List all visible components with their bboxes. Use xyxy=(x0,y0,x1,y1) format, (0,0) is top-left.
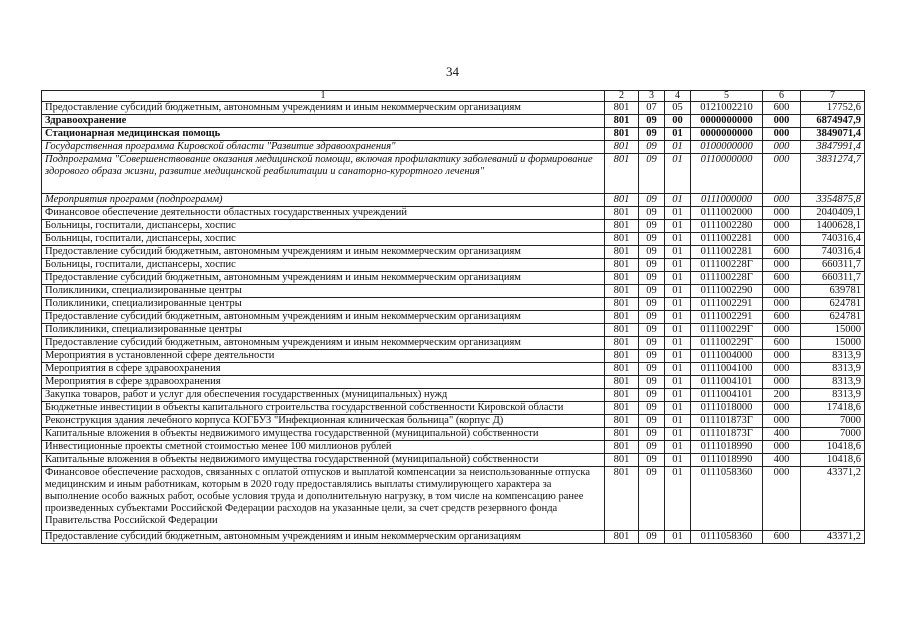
cell-subsection-code: 01 xyxy=(665,298,691,311)
cell-name: Предоставление субсидий бюджетным, автономным учреждениям и иным некоммерческим организациям xyxy=(42,272,605,285)
cell-amount: 6874947,9 xyxy=(801,115,865,128)
cell-ministry-code: 801 xyxy=(605,376,639,389)
cell-section-code: 09 xyxy=(639,363,665,376)
cell-subsection-code: 01 xyxy=(665,311,691,324)
table-row xyxy=(42,441,865,454)
table-row xyxy=(42,337,865,350)
cell-expense-type: 000 xyxy=(763,128,801,141)
column-header: 6 xyxy=(763,91,801,102)
cell-amount: 740316,4 xyxy=(801,233,865,246)
cell-section-code: 09 xyxy=(639,272,665,285)
cell-section-code: 09 xyxy=(639,402,665,415)
cell-name: Поликлиники, специализированные центры xyxy=(42,324,605,337)
cell-ministry-code: 801 xyxy=(605,337,639,350)
cell-ministry-code: 801 xyxy=(605,363,639,376)
cell-expense-type: 000 xyxy=(763,402,801,415)
cell-amount: 17418,6 xyxy=(801,402,865,415)
cell-name: Предоставление субсидий бюджетным, автономным учреждениям и иным некоммерческим организациям xyxy=(42,531,605,544)
cell-amount: 740316,4 xyxy=(801,246,865,259)
cell-name: Больницы, госпитали, диспансеры, хоспис xyxy=(42,259,605,272)
cell-expense-type: 000 xyxy=(763,285,801,298)
cell-name: Здравоохранение xyxy=(42,115,605,128)
column-header: 1 xyxy=(42,91,605,102)
table-row xyxy=(42,363,865,376)
cell-ministry-code: 801 xyxy=(605,428,639,441)
cell-ministry-code: 801 xyxy=(605,272,639,285)
cell-amount: 10418,6 xyxy=(801,454,865,467)
cell-subsection-code: 01 xyxy=(665,454,691,467)
cell-expense-type: 600 xyxy=(763,246,801,259)
cell-expense-type: 000 xyxy=(763,207,801,220)
cell-subsection-code: 01 xyxy=(665,194,691,207)
column-header: 7 xyxy=(801,91,865,102)
cell-amount: 3847991,4 xyxy=(801,141,865,154)
cell-section-code: 07 xyxy=(639,102,665,115)
cell-expense-type: 000 xyxy=(763,141,801,154)
cell-name: Финансовое обеспечение расходов, связанных с оплатой отпусков и выплатой компенсации за неиспользованные отпуска медицинским и иным работникам, которым в 2020 году предоставлялись выплаты стимулирующего характера за выполнение особо важных работ, особые условия труда и дополнительную нагрузку, в том числе на компенсацию ранее произведенных субъектами Российской Федерации расходов на указанные цели, за счет средств резервного фонда Правительства Российской Федерации xyxy=(42,467,605,531)
cell-subsection-code: 01 xyxy=(665,207,691,220)
cell-ministry-code: 801 xyxy=(605,324,639,337)
cell-expense-type: 600 xyxy=(763,337,801,350)
cell-target-code: 0111004101 xyxy=(691,389,763,402)
cell-name: Мероприятия в сфере здравоохранения xyxy=(42,376,605,389)
cell-subsection-code: 01 xyxy=(665,363,691,376)
cell-ministry-code: 801 xyxy=(605,402,639,415)
cell-expense-type: 000 xyxy=(763,154,801,194)
cell-name: Предоставление субсидий бюджетным, автономным учреждениям и иным некоммерческим организациям xyxy=(42,246,605,259)
cell-section-code: 09 xyxy=(639,141,665,154)
cell-amount: 660311,7 xyxy=(801,259,865,272)
cell-amount: 17752,6 xyxy=(801,102,865,115)
cell-section-code: 09 xyxy=(639,454,665,467)
cell-ministry-code: 801 xyxy=(605,531,639,544)
cell-amount: 624781 xyxy=(801,298,865,311)
cell-section-code: 09 xyxy=(639,128,665,141)
cell-expense-type: 000 xyxy=(763,441,801,454)
cell-expense-type: 400 xyxy=(763,454,801,467)
cell-ministry-code: 801 xyxy=(605,128,639,141)
cell-target-code: 0111058360 xyxy=(691,467,763,531)
column-header: 5 xyxy=(691,91,763,102)
cell-expense-type: 000 xyxy=(763,363,801,376)
cell-ministry-code: 801 xyxy=(605,220,639,233)
table-row xyxy=(42,102,865,115)
page-number: 34 xyxy=(446,64,459,79)
table-row xyxy=(42,350,865,363)
cell-amount: 3831274,7 xyxy=(801,154,865,194)
cell-subsection-code: 01 xyxy=(665,220,691,233)
cell-expense-type: 600 xyxy=(763,311,801,324)
cell-section-code: 09 xyxy=(639,467,665,531)
cell-subsection-code: 01 xyxy=(665,324,691,337)
cell-subsection-code: 01 xyxy=(665,259,691,272)
table-row xyxy=(42,531,865,544)
cell-section-code: 09 xyxy=(639,246,665,259)
cell-section-code: 09 xyxy=(639,311,665,324)
cell-target-code: 0121002210 xyxy=(691,102,763,115)
cell-name: Мероприятия программ (подпрограмм) xyxy=(42,194,605,207)
column-header: 3 xyxy=(639,91,665,102)
cell-subsection-code: 01 xyxy=(665,233,691,246)
table-row xyxy=(42,154,865,194)
cell-ministry-code: 801 xyxy=(605,298,639,311)
cell-amount: 2040409,1 xyxy=(801,207,865,220)
cell-ministry-code: 801 xyxy=(605,454,639,467)
cell-ministry-code: 801 xyxy=(605,233,639,246)
cell-expense-type: 000 xyxy=(763,298,801,311)
table-header-row xyxy=(42,91,865,102)
table-row xyxy=(42,285,865,298)
cell-expense-type: 400 xyxy=(763,428,801,441)
cell-target-code: 0111002281 xyxy=(691,246,763,259)
table-row xyxy=(42,220,865,233)
cell-ministry-code: 801 xyxy=(605,441,639,454)
cell-amount: 7000 xyxy=(801,415,865,428)
cell-ministry-code: 801 xyxy=(605,389,639,402)
cell-target-code: 0111058360 xyxy=(691,531,763,544)
table-row xyxy=(42,259,865,272)
cell-target-code: 0111000000 xyxy=(691,194,763,207)
cell-name: Предоставление субсидий бюджетным, автономным учреждениям и иным некоммерческим организациям xyxy=(42,311,605,324)
cell-section-code: 09 xyxy=(639,531,665,544)
cell-target-code: 0111002291 xyxy=(691,311,763,324)
cell-target-code: 0111004100 xyxy=(691,363,763,376)
cell-section-code: 09 xyxy=(639,115,665,128)
cell-subsection-code: 01 xyxy=(665,154,691,194)
cell-name: Капитальные вложения в объекты недвижимого имущества государственной (муниципальной) собственности xyxy=(42,428,605,441)
cell-amount: 43371,2 xyxy=(801,531,865,544)
cell-subsection-code: 01 xyxy=(665,389,691,402)
cell-target-code: 0111018990 xyxy=(691,441,763,454)
cell-amount: 15000 xyxy=(801,337,865,350)
cell-section-code: 09 xyxy=(639,154,665,194)
cell-target-code: 0111002280 xyxy=(691,220,763,233)
cell-amount: 43371,2 xyxy=(801,467,865,531)
cell-target-code: 0111004101 xyxy=(691,376,763,389)
table-row xyxy=(42,467,865,531)
cell-expense-type: 000 xyxy=(763,415,801,428)
cell-subsection-code: 01 xyxy=(665,415,691,428)
cell-name: Закупка товаров, работ и услуг для обеспечения государственных (муниципальных) нужд xyxy=(42,389,605,402)
cell-section-code: 09 xyxy=(639,337,665,350)
cell-target-code: 0111018990 xyxy=(691,454,763,467)
table-row xyxy=(42,389,865,402)
cell-section-code: 09 xyxy=(639,324,665,337)
cell-subsection-code: 01 xyxy=(665,428,691,441)
cell-section-code: 09 xyxy=(639,285,665,298)
cell-amount: 3354875,8 xyxy=(801,194,865,207)
cell-ministry-code: 801 xyxy=(605,285,639,298)
cell-section-code: 09 xyxy=(639,441,665,454)
cell-target-code: 0000000000 xyxy=(691,128,763,141)
cell-target-code: 011100229Г xyxy=(691,324,763,337)
cell-name: Больницы, госпитали, диспансеры, хоспис xyxy=(42,233,605,246)
cell-subsection-code: 01 xyxy=(665,246,691,259)
cell-ministry-code: 801 xyxy=(605,194,639,207)
cell-section-code: 09 xyxy=(639,415,665,428)
budget-table xyxy=(41,90,865,544)
table-row xyxy=(42,415,865,428)
cell-ministry-code: 801 xyxy=(605,246,639,259)
column-header: 4 xyxy=(665,91,691,102)
cell-expense-type: 000 xyxy=(763,115,801,128)
cell-target-code: 0111004000 xyxy=(691,350,763,363)
cell-ministry-code: 801 xyxy=(605,259,639,272)
table-row xyxy=(42,272,865,285)
table-row xyxy=(42,376,865,389)
cell-subsection-code: 05 xyxy=(665,102,691,115)
cell-subsection-code: 01 xyxy=(665,350,691,363)
column-header: 2 xyxy=(605,91,639,102)
cell-ministry-code: 801 xyxy=(605,467,639,531)
cell-name: Стационарная медицинская помощь xyxy=(42,128,605,141)
cell-section-code: 09 xyxy=(639,376,665,389)
cell-ministry-code: 801 xyxy=(605,311,639,324)
table-row xyxy=(42,115,865,128)
cell-name: Больницы, госпитали, диспансеры, хоспис xyxy=(42,220,605,233)
cell-target-code: 0111002290 xyxy=(691,285,763,298)
cell-expense-type: 000 xyxy=(763,259,801,272)
cell-name: Государственная программа Кировской области "Развитие здравоохранения" xyxy=(42,141,605,154)
cell-subsection-code: 01 xyxy=(665,467,691,531)
cell-section-code: 09 xyxy=(639,259,665,272)
cell-amount: 660311,7 xyxy=(801,272,865,285)
cell-subsection-code: 01 xyxy=(665,531,691,544)
cell-subsection-code: 01 xyxy=(665,141,691,154)
cell-target-code: 0100000000 xyxy=(691,141,763,154)
cell-expense-type: 000 xyxy=(763,220,801,233)
cell-expense-type: 600 xyxy=(763,272,801,285)
cell-amount: 3849071,4 xyxy=(801,128,865,141)
cell-target-code: 011101873Г xyxy=(691,415,763,428)
cell-name: Мероприятия в установленной сфере деятельности xyxy=(42,350,605,363)
cell-amount: 8313,9 xyxy=(801,350,865,363)
cell-subsection-code: 01 xyxy=(665,272,691,285)
cell-expense-type: 000 xyxy=(763,350,801,363)
table-row xyxy=(42,141,865,154)
cell-subsection-code: 01 xyxy=(665,337,691,350)
cell-expense-type: 000 xyxy=(763,467,801,531)
cell-target-code: 011100228Г xyxy=(691,272,763,285)
cell-ministry-code: 801 xyxy=(605,102,639,115)
cell-subsection-code: 00 xyxy=(665,115,691,128)
cell-name: Инвестиционные проекты сметной стоимостью менее 100 миллионов рублей xyxy=(42,441,605,454)
cell-name: Реконструкция здания лечебного корпуса КОГБУЗ "Инфекционная клиническая больница" (корпус Д) xyxy=(42,415,605,428)
cell-name: Капитальные вложения в объекты недвижимого имущества государственной (муниципальной) собственности xyxy=(42,454,605,467)
cell-expense-type: 000 xyxy=(763,376,801,389)
cell-ministry-code: 801 xyxy=(605,141,639,154)
table-row xyxy=(42,207,865,220)
table-row xyxy=(42,311,865,324)
cell-target-code: 011101873Г xyxy=(691,428,763,441)
cell-section-code: 09 xyxy=(639,389,665,402)
cell-name: Поликлиники, специализированные центры xyxy=(42,285,605,298)
cell-name: Предоставление субсидий бюджетным, автономным учреждениям и иным некоммерческим организациям xyxy=(42,102,605,115)
cell-target-code: 0111002281 xyxy=(691,233,763,246)
cell-name: Предоставление субсидий бюджетным, автономным учреждениям и иным некоммерческим организациям xyxy=(42,337,605,350)
cell-section-code: 09 xyxy=(639,207,665,220)
cell-section-code: 09 xyxy=(639,350,665,363)
cell-amount: 8313,9 xyxy=(801,389,865,402)
cell-subsection-code: 01 xyxy=(665,402,691,415)
cell-amount: 10418,6 xyxy=(801,441,865,454)
cell-expense-type: 200 xyxy=(763,389,801,402)
cell-target-code: 0111018000 xyxy=(691,402,763,415)
cell-subsection-code: 01 xyxy=(665,441,691,454)
cell-ministry-code: 801 xyxy=(605,207,639,220)
table-row xyxy=(42,454,865,467)
cell-subsection-code: 01 xyxy=(665,285,691,298)
cell-section-code: 09 xyxy=(639,194,665,207)
table-row xyxy=(42,298,865,311)
cell-amount: 8313,9 xyxy=(801,363,865,376)
cell-target-code: 0000000000 xyxy=(691,115,763,128)
table-body xyxy=(42,102,865,544)
cell-expense-type: 000 xyxy=(763,233,801,246)
table-row xyxy=(42,246,865,259)
cell-ministry-code: 801 xyxy=(605,115,639,128)
cell-target-code: 011100229Г xyxy=(691,337,763,350)
cell-subsection-code: 01 xyxy=(665,376,691,389)
cell-amount: 1400628,1 xyxy=(801,220,865,233)
cell-section-code: 09 xyxy=(639,220,665,233)
cell-name: Финансовое обеспечение деятельности областных государственных учреждений xyxy=(42,207,605,220)
cell-name: Мероприятия в сфере здравоохранения xyxy=(42,363,605,376)
cell-target-code: 0110000000 xyxy=(691,154,763,194)
cell-name: Бюджетные инвестиции в объекты капитального строительства государственной собственности Кировской области xyxy=(42,402,605,415)
cell-expense-type: 600 xyxy=(763,102,801,115)
cell-target-code: 0111002291 xyxy=(691,298,763,311)
cell-ministry-code: 801 xyxy=(605,350,639,363)
cell-section-code: 09 xyxy=(639,233,665,246)
cell-expense-type: 000 xyxy=(763,194,801,207)
cell-expense-type: 600 xyxy=(763,531,801,544)
cell-target-code: 0111002000 xyxy=(691,207,763,220)
cell-target-code: 011100228Г xyxy=(691,259,763,272)
cell-name: Поликлиники, специализированные центры xyxy=(42,298,605,311)
cell-amount: 624781 xyxy=(801,311,865,324)
table-row xyxy=(42,194,865,207)
cell-name: Подпрограмма "Совершенствование оказания медицинской помощи, включая профилактику заболеваний и формирование здорового образа жизни, развитие медицинской реабилитации и санаторно-курортного лечения" xyxy=(42,154,605,194)
cell-amount: 7000 xyxy=(801,428,865,441)
cell-ministry-code: 801 xyxy=(605,415,639,428)
cell-amount: 8313,9 xyxy=(801,376,865,389)
cell-section-code: 09 xyxy=(639,298,665,311)
cell-ministry-code: 801 xyxy=(605,154,639,194)
table-row xyxy=(42,233,865,246)
cell-amount: 15000 xyxy=(801,324,865,337)
cell-expense-type: 000 xyxy=(763,324,801,337)
table-row xyxy=(42,324,865,337)
table-row xyxy=(42,428,865,441)
cell-subsection-code: 01 xyxy=(665,128,691,141)
table-row xyxy=(42,128,865,141)
cell-section-code: 09 xyxy=(639,428,665,441)
cell-amount: 639781 xyxy=(801,285,865,298)
table-row xyxy=(42,402,865,415)
